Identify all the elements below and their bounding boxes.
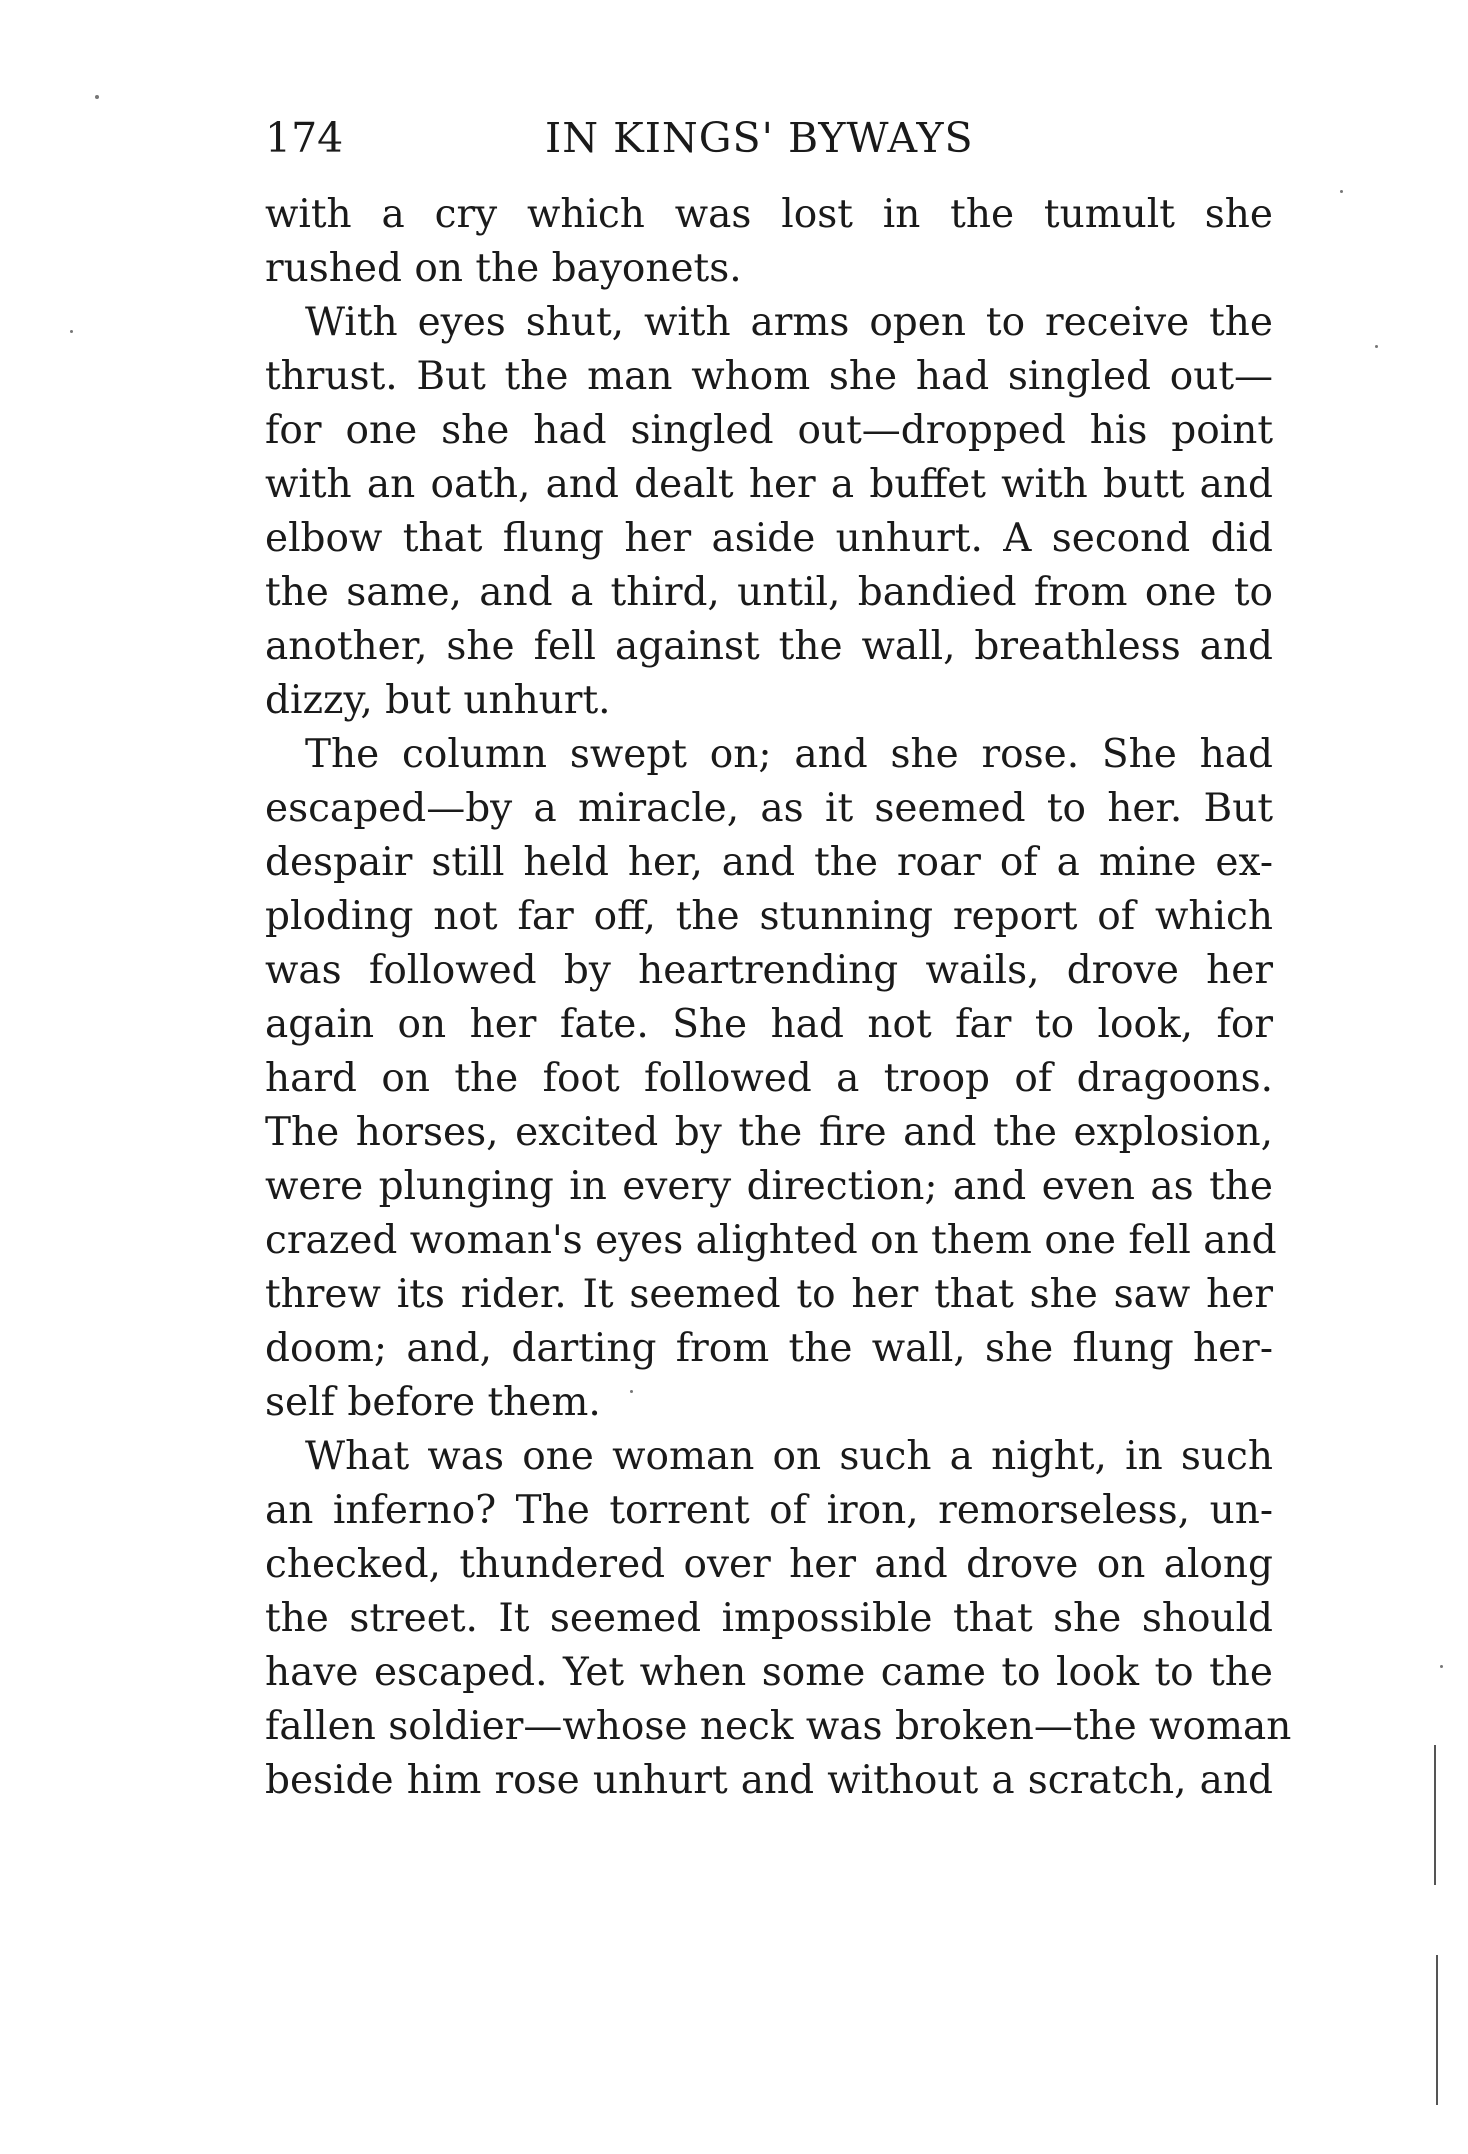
text-line: with a cry which was lost in the tumult she [265, 192, 1273, 237]
page-number: 174 [265, 114, 344, 162]
scan-speck [70, 330, 73, 333]
text-line: elbow that flung her aside unhurt. A second did [265, 516, 1273, 561]
text-line: doom; and, darting from the wall, she flung her- [265, 1326, 1273, 1371]
running-head: IN KINGS' BYWAYS [545, 114, 974, 162]
text-line: With eyes shut, with arms open to receive the [305, 300, 1273, 345]
text-line: thrust. But the man whom she had singled out— [265, 354, 1273, 399]
text-line: The horses, excited by the fire and the explosion, [265, 1110, 1273, 1155]
text-line: beside him rose unhurt and without a scratch, and [265, 1758, 1273, 1803]
page-header [265, 108, 1285, 168]
text-line: dizzy, but unhurt. [265, 678, 611, 723]
text-line: rushed on the bayonets. [265, 246, 742, 291]
text-line: the street. It seemed impossible that she should [265, 1596, 1273, 1641]
text-line: the same, and a third, until, bandied from one to [265, 570, 1273, 615]
body-text [265, 188, 1292, 1808]
text-line: crazed woman's eyes alighted on them one fell and [265, 1218, 1277, 1263]
text-line: checked, thundered over her and drove on along [265, 1542, 1273, 1587]
scan-speck [1340, 190, 1343, 193]
text-line: escaped—by a miracle, as it seemed to her. But [265, 786, 1273, 831]
text-line: have escaped. Yet when some came to look to the [265, 1650, 1273, 1695]
scan-edge-mark [1434, 1745, 1436, 1885]
text-line: fallen soldier—whose neck was broken—the woman [265, 1704, 1292, 1749]
text-line: ploding not far off, the stunning report of which [265, 894, 1273, 939]
text-line: was followed by heartrending wails, drove her [265, 948, 1273, 993]
text-line: despair still held her, and the roar of a mine ex- [265, 840, 1273, 885]
text-line: another, she fell against the wall, breathless and [265, 624, 1273, 669]
text-line: What was one woman on such a night, in such [305, 1434, 1273, 1479]
text-line: with an oath, and dealt her a buffet with butt and [265, 462, 1273, 507]
text-line: again on her fate. She had not far to look, for [265, 1002, 1273, 1047]
scan-speck [95, 95, 99, 99]
scan-speck [1375, 345, 1378, 348]
text-line: for one she had singled out—dropped his point [265, 408, 1273, 453]
text-line: threw its rider. It seemed to her that she saw her [265, 1272, 1273, 1317]
text-line: an inferno? The torrent of iron, remorseless, un- [265, 1488, 1273, 1533]
text-line: self before them. [265, 1380, 601, 1425]
scan-speck [1440, 1665, 1443, 1668]
text-line: were plunging in every direction; and even as the [265, 1164, 1273, 1209]
text-line: hard on the foot followed a troop of dragoons. [265, 1056, 1273, 1101]
scan-edge-mark [1436, 1955, 1438, 2105]
text-line: The column swept on; and she rose. She had [305, 732, 1273, 777]
scan-speck [630, 1390, 633, 1393]
